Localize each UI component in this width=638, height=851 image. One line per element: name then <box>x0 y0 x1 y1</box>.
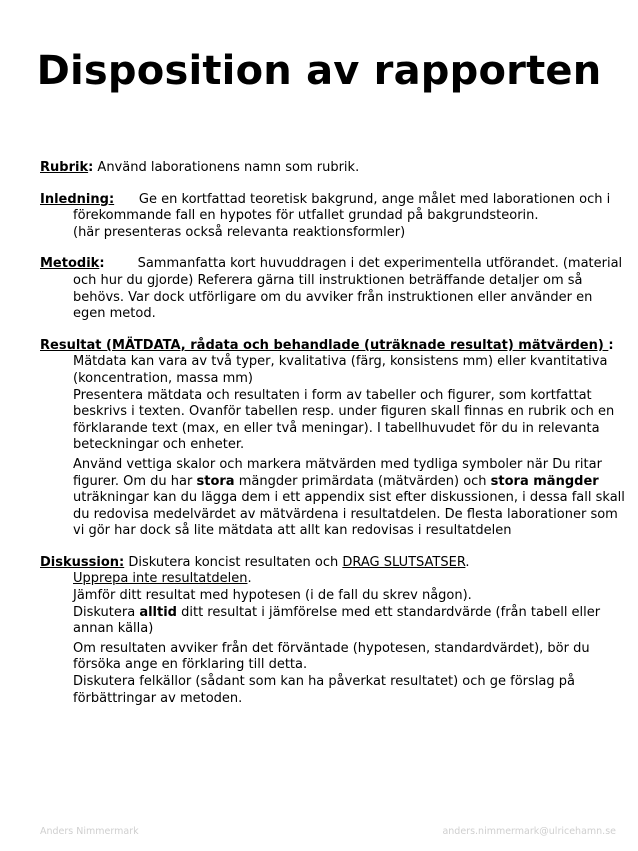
resultat-line: vi gör har dock så lite mätdata att allt kan redovisas i resultatdelen <box>73 523 512 539</box>
inledning-line: förekommande fall en hypotes för utfallet grundad på bakgrundsteorin. <box>73 208 539 224</box>
resultat-heading: Resultat (MÄTDATA, rådata och behandlade (uträknade resultat) mätvärden) <box>40 337 609 353</box>
diskussion-line: annan källa) <box>73 621 154 637</box>
metodik-line: och hur du gjorde) Referera gärna till instruktionen beträffande detaljer om så <box>73 272 583 288</box>
diskussion-line <box>40 605 606 622</box>
rubrik-text: Använd laborationens namn som rubrik. <box>93 160 360 175</box>
metodik-colon: : <box>99 256 105 272</box>
diskussion-text: ditt resultat i jämförelse med ett standardvärde (från tabell eller <box>176 604 601 620</box>
diskussion-line: försöka ange en förklaring till detta. <box>73 657 308 673</box>
page-title: Disposition av rapporten <box>36 48 602 94</box>
footer-author: Anders Nimmermark <box>40 826 139 837</box>
resultat-line: Presentera mätdata och resultaten i form av tabeller och figurer, som kortfattat <box>73 387 592 403</box>
emphasis-stora: stora <box>196 473 235 489</box>
resultat-line: beteckningar och enheter. <box>73 437 245 453</box>
metodik-line: egen metod. <box>73 306 156 322</box>
inledning-label: Inledning: <box>40 191 115 207</box>
resultat-colon: : <box>608 337 614 353</box>
resultat-line: beskrivs i texten. Ovanför tabellen resp. under figuren skall finnas en rubrik och en <box>73 404 615 420</box>
resultat-text: figurer. Om du har <box>73 473 197 489</box>
resultat-line: uträkningar kan du lägga dem i ett appendix sist efter diskussionen, i dessa fall skall <box>73 490 625 506</box>
inledning-section <box>40 191 611 242</box>
period: . <box>465 554 470 570</box>
metodik-section <box>40 256 623 322</box>
diskussion-line: Jämför ditt resultat med hypotesen (i de fall du skrev någon). <box>73 588 472 604</box>
upprepa-text: Upprepa inte resultatdelen <box>73 571 248 587</box>
diskussion-line: förbättringar av metoden. <box>73 690 243 706</box>
emphasis-stora-mangder: stora mängder <box>490 473 599 489</box>
period: . <box>247 571 252 587</box>
metodik-text: Sammanfatta kort huvuddragen i det experimentella utförandet. (material <box>104 256 623 272</box>
diskussion-line: Diskutera felkällor (sådant som kan ha påverkat resultatet) och ge förslag på <box>73 674 575 690</box>
resultat-line <box>40 474 606 491</box>
document-body <box>40 160 625 707</box>
inledning-text: Ge en kortfattad teoretisk bakgrund, ange målet med laborationen och i <box>114 191 611 207</box>
emphasis-alltid: alltid <box>139 604 177 620</box>
metodik-label: Metodik <box>40 256 100 272</box>
rubrik-label: Rubrik <box>40 160 89 175</box>
diskussion-line: Om resultaten avviker från det förväntade (hypotesen, standardvärdet), bör du <box>73 640 590 656</box>
metodik-line: behövs. Var dock utförligare om du avviker från instruktionen eller använder en <box>73 289 593 305</box>
diskussion-text: Diskutera koncist resultaten och <box>124 554 343 570</box>
diskussion-label: Diskussion: <box>40 554 125 570</box>
diskussion-text: Diskutera <box>73 604 140 620</box>
resultat-section <box>40 337 625 540</box>
rubrik-section <box>40 160 606 177</box>
resultat-line: Mätdata kan vara av två typer, kvalitativa (färg, konsistens mm) eller kvantitativa <box>73 354 608 370</box>
resultat-line: du redovisa medelvärdet av mätvärdena i resultatdelen. De flesta laborationer som <box>73 506 618 522</box>
resultat-line: Använd vettiga skalor och markera mätvärden med tydliga symboler när Du ritar <box>73 456 602 472</box>
resultat-line: (koncentration, massa mm) <box>73 370 253 386</box>
drag-slutsatser-text: DRAG SLUTSATSER <box>342 554 466 570</box>
resultat-text: mängder primärdata (mätvärden) och <box>234 473 491 489</box>
diskussion-section <box>40 555 606 707</box>
diskussion-line <box>40 571 606 588</box>
footer-email: anders.nimmermark@ulricehamn.se <box>442 826 616 837</box>
rubrik-colon: : <box>88 160 94 175</box>
resultat-line: förklarande text (max, en eller två meningar). I tabellhuvudet för du in relevanta <box>73 420 600 436</box>
inledning-line: (här presenteras också relevanta reaktionsformler) <box>73 224 406 240</box>
